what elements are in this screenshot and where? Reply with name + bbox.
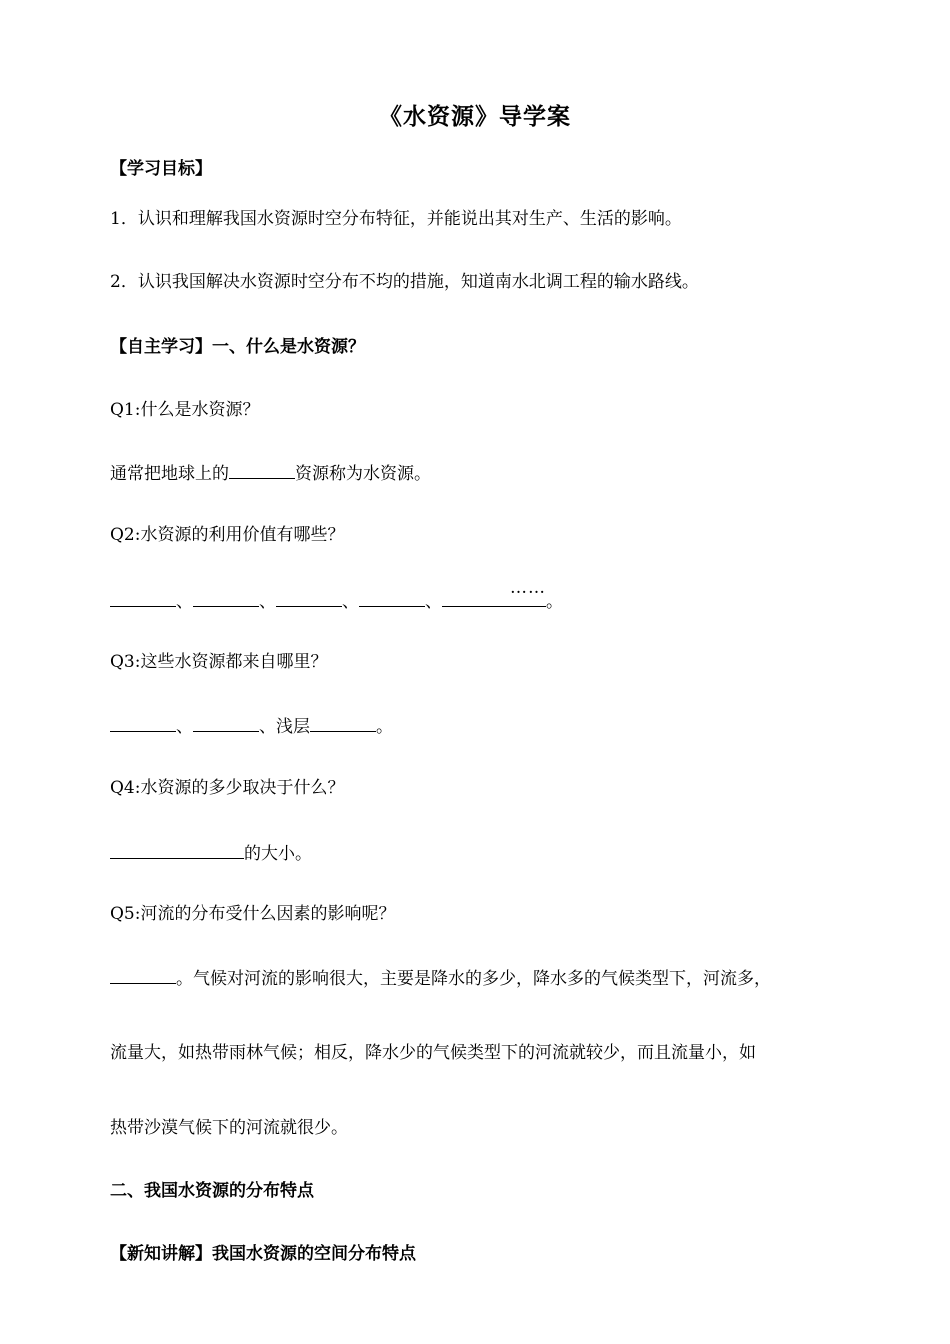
fill-blank[interactable]: [359, 588, 425, 607]
separator: 、: [259, 592, 276, 612]
fill-blank[interactable]: [110, 840, 244, 859]
fill-blank[interactable]: [229, 460, 295, 479]
q1-answer-line: [110, 460, 870, 486]
q5-question: Q5:河流的分布受什么因素的影响呢？: [110, 904, 396, 924]
separator: 、: [176, 717, 193, 737]
separator: 、: [425, 592, 442, 612]
fill-blank[interactable]: [276, 588, 342, 607]
self-study-heading: 【自主学习】一、什么是水资源？: [110, 337, 365, 357]
q1-before: 通常把地球上的: [110, 464, 229, 484]
fill-blank[interactable]: [110, 588, 176, 607]
q5-text-1: 。气候对河流的影响很大，主要是降水的多少，降水多的气候类型下，河流多，: [176, 969, 771, 989]
q1-question: Q1:什么是水资源？: [110, 400, 260, 420]
q5-line-3: 热带沙漠气候下的河流就很少。: [110, 1118, 348, 1138]
fill-blank[interactable]: [193, 588, 259, 607]
page-title: 《水资源》导学案: [379, 104, 571, 130]
q5-line-2: 流量大，如热带雨林气候；相反，降水少的气候类型下的河流就较少，而且流量小，如: [110, 1043, 756, 1063]
objectives-heading: 【学习目标】: [110, 159, 212, 179]
section2-heading: 二、我国水资源的分布特点: [110, 1181, 314, 1201]
q3-answer-line: [110, 713, 870, 739]
q2-answer-line: [110, 578, 870, 614]
fill-blank[interactable]: [193, 713, 259, 732]
fill-blank[interactable]: [110, 713, 176, 732]
ellipsis: ……: [510, 578, 546, 598]
fill-blank[interactable]: [310, 713, 376, 732]
objective-item-2: 2．认识我国解决水资源时空分布不均的措施，知道南水北调工程的输水路线。: [110, 272, 699, 292]
q3-end: 。: [376, 717, 393, 737]
separator: 、: [176, 592, 193, 612]
fill-blank[interactable]: [442, 578, 546, 607]
fill-blank[interactable]: [110, 965, 176, 984]
separator: 、: [342, 592, 359, 612]
q1-after: 资源称为水资源。: [295, 464, 431, 484]
q4-after: 的大小。: [244, 844, 312, 864]
q4-question: Q4:水资源的多少取决于什么？: [110, 778, 345, 798]
q2-end: 。: [546, 592, 563, 612]
q4-answer-line: [110, 840, 870, 866]
q5-line-1: [110, 965, 870, 991]
q3-shallow: 、浅层: [259, 717, 310, 737]
section2-subheading: 【新知讲解】我国水资源的空间分布特点: [110, 1244, 416, 1264]
q2-question: Q2:水资源的利用价值有哪些？: [110, 525, 345, 545]
objective-item-1: 1．认识和理解我国水资源时空分布特征，并能说出其对生产、生活的影响。: [110, 209, 682, 229]
q3-question: Q3:这些水资源都来自哪里？: [110, 652, 328, 672]
